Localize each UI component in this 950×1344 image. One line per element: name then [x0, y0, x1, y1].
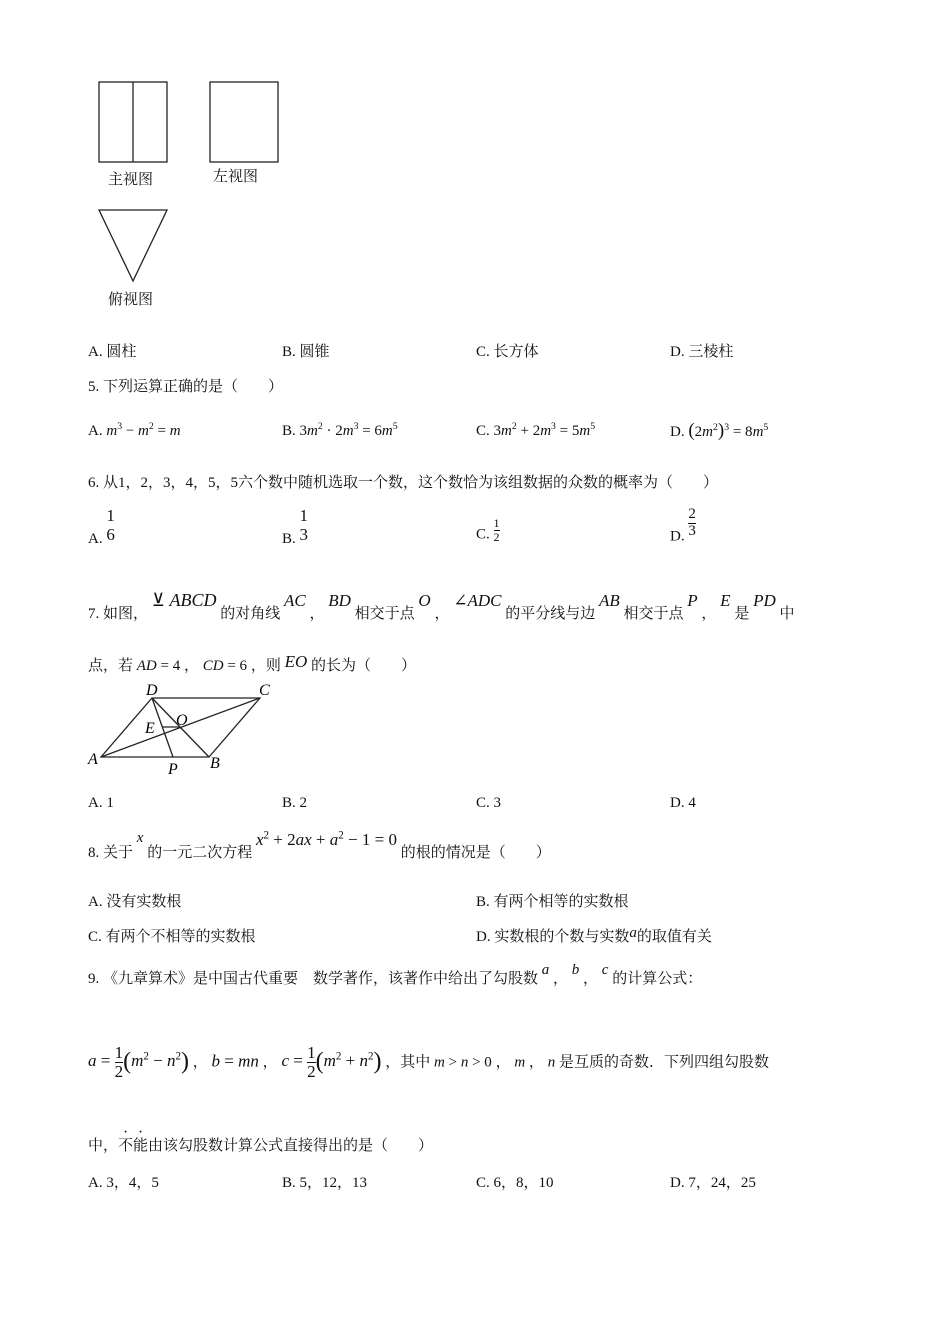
q7-parallelogram-abcd: ⊻ ABCD [151, 590, 217, 610]
q7-stem-line1 [88, 590, 795, 630]
q8-text-3: 的根的情况是（ ） [400, 845, 551, 861]
q5-option-a-label: A. [88, 423, 103, 439]
q7-math-ad-eq: AD = 4 [136, 658, 181, 674]
q9-text-4: 的计算公式： [612, 971, 703, 987]
q7-option-a: A. 1 [88, 795, 114, 811]
q6-option-b-fraction: 1 3 [299, 506, 309, 544]
q7-text-5: ， [434, 606, 450, 622]
left-view-rect [210, 82, 278, 162]
q5-option-b-label: B. [282, 423, 296, 439]
q9-frac-c: $\frac{1}{2}$ [307, 1043, 316, 1081]
q7-option-c: C. 3 [476, 795, 502, 811]
q5-stem: 5. 下列运算正确的是（ ） [88, 379, 284, 395]
q7-text-6: 的平分线与边 [505, 606, 596, 622]
q9-option-b: B. 5，12，13 [282, 1175, 368, 1191]
q7-text-8: ， [701, 606, 717, 622]
q5-option-c-label: C. [476, 423, 490, 439]
q9-formula-a: a = $\frac{1}{2}$ $(m^2 - n^2)$ [88, 1043, 190, 1081]
q9-text-1: 9. 《九章算术》是中国古代重要 数学著作，该著作中给出了勾股数 [88, 971, 539, 987]
top-view-triangle [99, 210, 167, 281]
q7-math-cd-eq: CD = 6 [202, 658, 248, 674]
q9-comma-2: ， [262, 1054, 278, 1071]
q8-text-1: 8. 关于 [88, 845, 134, 861]
q9-math-ineq: m > n > 0 [434, 1054, 492, 1071]
q5-option-c-math: $3m^2 + 2m^3 = 5m^5$ [493, 421, 596, 439]
q9-math-a: a [541, 962, 550, 978]
q7-option-d: D. 4 [670, 795, 696, 811]
q9-formula-line [88, 1044, 769, 1094]
q7-parallelogram-figure [84, 680, 284, 780]
q9-option-d: D. 7，24，25 [670, 1175, 756, 1191]
q9-formula-c: c = $\frac{1}{2}$ $(m^2 + n^2)$ [281, 1043, 382, 1081]
q7-text-10: 中 [779, 606, 795, 622]
q9-frac-a: $\frac{1}{2}$ [114, 1043, 124, 1081]
q8-text-2: 的一元二次方程 [147, 845, 253, 861]
q4-option-d: D. 三棱柱 [670, 344, 734, 360]
q5-option-d-label: D. [670, 424, 685, 440]
q6-option-a-fraction: 1 6 [106, 506, 115, 544]
q5-option-d-math: $(2m^2)^3 = 8m^5$ [688, 420, 769, 441]
label-p: P [168, 761, 178, 778]
q5-option-b-math: $3m^2 \cdot 2m^3 = 6m^5$ [299, 421, 398, 439]
q7-math-pd: PD [753, 591, 776, 610]
label-b: B [210, 755, 220, 772]
q8-math-a: a [629, 925, 637, 941]
q8-option-d-text-1: D. 实数根的个数与实数 [476, 929, 630, 945]
q7-text-11: 点，若 [88, 658, 134, 674]
q8-option-a: A. 没有实数根 [88, 894, 182, 910]
q5-option-d [670, 420, 768, 442]
q8-option-b: B. 有两个相等的实数根 [476, 894, 629, 910]
q9-text-7: ， [528, 1054, 544, 1071]
left-view-label: 左视图 [213, 169, 259, 185]
q5-option-a [88, 423, 181, 440]
label-c: C [259, 682, 270, 699]
q6-option-c-label: C. [476, 526, 490, 543]
label-a: A [88, 751, 98, 768]
q7-stem-line2 [88, 652, 416, 675]
q9-math-m: m [514, 1054, 526, 1071]
q7-math-o: O [418, 591, 431, 610]
q6-option-d [670, 507, 696, 546]
q6-option-d-fraction: $\frac{2}{3}$ [688, 506, 696, 539]
q6-option-c [476, 517, 500, 544]
label-e: E [145, 720, 155, 737]
q9-math-c: c [601, 962, 609, 978]
q4-option-a: A. 圆柱 [88, 344, 137, 360]
q7-math-ac: AC [283, 591, 306, 610]
q6-option-b-label: B. [282, 530, 296, 547]
q6-option-a-label: A. [88, 530, 103, 547]
q7-math-eo: EO [284, 652, 308, 671]
q7-math-p: P [687, 591, 698, 610]
q5-option-c [476, 423, 595, 440]
q9-math-n: n [547, 1054, 556, 1071]
q6-option-b [282, 507, 308, 548]
q9-stem-line1 [88, 962, 702, 992]
q9-emphasis-can: 能 [133, 1138, 149, 1154]
label-d: D [146, 682, 158, 699]
q7-text-3: ， [309, 606, 325, 622]
q9-text-line3a: 中， [88, 1138, 119, 1154]
q6-option-d-label: D. [670, 528, 685, 545]
q9-option-a: A. 3，4，5 [88, 1175, 159, 1191]
q9-stem-line3 [88, 1134, 433, 1155]
q7-text-9: 是 [734, 606, 750, 622]
q6-stem: 6. 从1，2，3，4，5，5六个数中随机选取一个数，这个数恰为该组数据的众数的概率为（ ） [88, 475, 719, 491]
q9-text-8: 是互质的奇数．下列四组勾股数 [558, 1054, 769, 1071]
q8-math-equation: $x^2 + 2ax + a^2 - 1 = 0$ [255, 829, 397, 849]
q7-option-b: B. 2 [282, 795, 308, 811]
q5-option-b [282, 423, 398, 440]
q9-text-5: ，其中 [385, 1054, 431, 1071]
q7-math-ab: AB [598, 591, 620, 610]
q9-text-line3b: 由该勾股数计算公式直接得出的是（ ） [148, 1138, 434, 1154]
q8-option-d [476, 925, 712, 946]
q8-stem [88, 830, 551, 866]
q4-option-b: B. 圆锥 [282, 344, 330, 360]
q7-text-7: 相交于点 [623, 606, 684, 622]
top-view-label: 俯视图 [108, 292, 154, 308]
q7-text-2: 的对角线 [220, 606, 281, 622]
q7-text-12: ， [183, 658, 199, 674]
q7-math-angle-adc: ∠ADC [453, 591, 502, 610]
q7-text-1: 7. 如图， [88, 606, 149, 622]
q4-option-c: C. 长方体 [476, 344, 539, 360]
q5-option-a-math: $m^3 - m^2 = m$ [106, 421, 181, 439]
q7-text-13: ，则 [250, 658, 281, 674]
q7-math-bd: BD [328, 591, 351, 610]
q6-option-c-fraction: $\frac{1}{2}$ [493, 516, 500, 544]
q7-math-e: E [720, 591, 731, 610]
q9-text-2: ， [553, 971, 569, 987]
front-view-label: 主视图 [108, 172, 154, 188]
q9-text-6: ， [495, 1054, 511, 1071]
q9-math-b: b [571, 962, 580, 978]
q9-option-c: C. 6，8，10 [476, 1175, 554, 1191]
q9-formula-b: b = mn [211, 1051, 259, 1071]
q8-math-x: x [136, 830, 144, 846]
q8-option-c: C. 有两个不相等的实数根 [88, 929, 256, 945]
q9-comma-1: ， [192, 1054, 208, 1071]
label-o: O [176, 712, 188, 729]
q6-option-a [88, 507, 115, 548]
q9-text-3: ， [583, 971, 599, 987]
q7-text-4: 相交于点 [354, 606, 415, 622]
q8-option-d-text-2: 的取值有关 [636, 929, 712, 945]
q7-text-14: 的长为（ ） [311, 658, 417, 674]
q9-emphasis-not: 不 [118, 1138, 134, 1154]
